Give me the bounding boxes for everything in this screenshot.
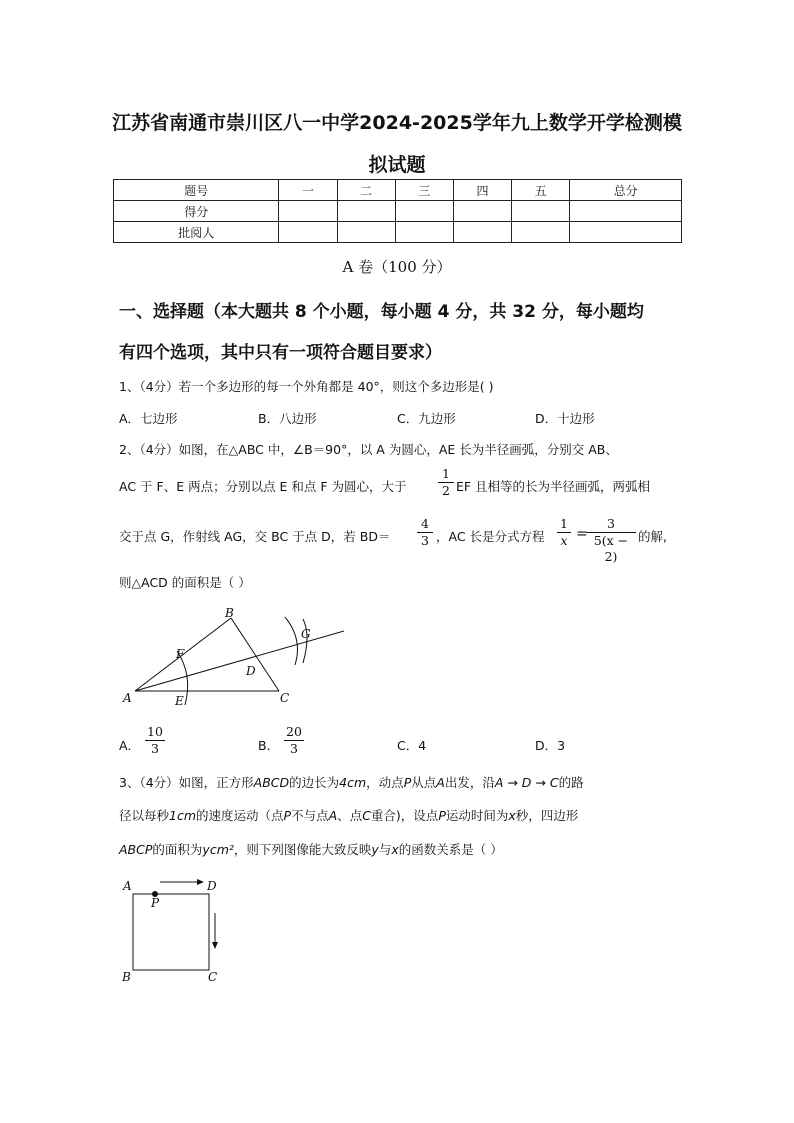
label-f: F [176,647,185,661]
part1-heading-line1: 一、选择题（本大题共 8 个小题，每小题 4 分，共 32 分，每小题均 [119,302,644,322]
fraction-numerator: 1 [557,516,571,533]
label-d: D [246,664,256,678]
table-cell [337,201,395,222]
fraction-denominator: 5(x − 2) [593,533,629,564]
table-cell: 五 [512,180,570,201]
label-a: A [123,691,132,705]
q3-math: C [362,808,371,823]
score-table-row [114,201,682,222]
segment-bc [231,618,279,691]
table-cell: 三 [395,180,453,201]
q3-text: 的函数关系是（ ） [398,842,503,857]
q3-text: 从点 [411,775,437,790]
table-cell: 题号 [114,180,279,201]
arc-g1 [285,617,297,665]
q3-math: y [371,842,379,857]
score-table [113,179,682,243]
q2-line4: 则△ACD 的面积是（ ） [119,575,251,590]
section-a-heading: A 卷（100 分） [342,258,452,276]
q2-option-a-label: A． [119,738,141,753]
fraction-denominator: 3 [151,741,159,756]
q2-option-b-fraction [284,724,304,757]
q3-text: 、点 [337,808,363,823]
q3-math: x [508,808,516,823]
table-cell [279,222,337,243]
doc-title-line2: 拟试题 [368,154,426,176]
q3-text: 的速度运动（点 [196,808,284,823]
q1-stem: 1、（4分）若一个多边形的每一个外角都是 40°，则这个多边形是( ) [119,379,494,394]
q3-text: 出发，沿 [444,775,495,790]
q2-line3-a: 交于点 G，作射线 AG，交 BC 于点 D，若 BD＝ [119,529,391,544]
fraction-denominator: 2 [442,483,450,498]
fraction-numerator: 10 [145,724,165,741]
q3-text: 重合)，设点 [370,808,439,823]
fraction-denominator: x [560,533,568,548]
q3-math: ycm² [202,842,234,857]
q3-math: P [403,775,412,790]
label-e: E [175,694,184,708]
q3-square-figure [118,875,228,987]
arrow-right-head-icon [197,879,204,885]
fraction-eq-right [586,516,636,565]
table-cell [395,222,453,243]
q3-text: 3、（4分）如图，正方形 [119,775,254,790]
label-b: B [122,970,131,984]
q2-line2-b: EF 且相等的长为半径画弧，两弧相 [456,479,651,494]
table-cell: 总分 [570,180,682,201]
table-cell [395,201,453,222]
q3-line1 [119,773,584,791]
q3-math: x [391,842,399,857]
fraction-denominator: 3 [421,533,429,548]
table-cell [453,222,511,243]
fraction-one-half [438,466,454,499]
q3-text: ，则下列图像能大致反映 [233,842,372,857]
q2-line1: 2、（4分）如图，在△ABC 中，∠B＝90°，以 A 为圆心，AE 长为半径画弧，分别交 AB、 [119,442,618,457]
arrow-down-head-icon [212,942,218,949]
label-a: A [123,879,132,893]
q3-math: P [438,808,446,823]
part1-heading-line2: 有四个选项，其中只有一项符合题目要求） [119,343,442,363]
equals-sign: = [576,526,588,542]
q2-triangle-figure [115,605,355,715]
q2-option-b-label: B． [258,738,280,753]
q3-math: P [283,808,292,823]
q3-text: 秒，四边形 [515,808,579,823]
label-d: D [207,879,217,893]
q1-option-b: B．八边形 [258,411,317,426]
table-cell: 得分 [114,201,279,222]
fraction-eq-left [557,516,571,549]
q3-text: 不与点 [291,808,329,823]
table-cell [570,222,682,243]
table-cell [453,201,511,222]
q3-text: 与 [378,842,392,857]
q3-math: A → D → C [494,775,559,790]
arc-g2 [303,619,307,663]
label-c: C [280,691,290,705]
score-table-header-row [114,180,682,201]
fraction-numerator: 4 [417,516,433,533]
q3-math: A [328,808,338,823]
fraction-numerator: 3 [586,516,636,533]
ray-ag [135,631,344,691]
q1-option-d: D．十边形 [535,411,595,426]
q3-text: 的面积为 [152,842,203,857]
q2-option-a-fraction [145,724,165,757]
score-table-row [114,222,682,243]
q3-text: 的路 [558,775,584,790]
label-g: G [301,627,311,641]
q3-math: 1cm [169,808,197,823]
q2-line3-b: ，AC 长是分式方程 [436,529,545,544]
q3-math: ABCD [253,775,290,790]
q3-text: 径以每秒 [119,808,170,823]
square-abcd [133,894,209,970]
q3-line2 [119,806,578,824]
q2-line2-a: AC 于 F、E 两点；分别以点 E 和点 F 为圆心，大于 [119,479,407,494]
fraction-denominator: 3 [290,741,298,756]
label-b: B [225,606,234,620]
table-cell [337,222,395,243]
q3-text: 运动时间为 [445,808,509,823]
fraction-numerator: 20 [284,724,304,741]
q3-math: 4cm [339,775,367,790]
table-cell [279,201,337,222]
label-p: P [151,896,160,910]
q2-line3-c: 的解, [638,529,667,544]
q3-text: 的边长为 [289,775,340,790]
table-cell: 四 [453,180,511,201]
label-c: C [208,970,218,984]
table-cell [512,222,570,243]
q3-text: ，动点 [366,775,404,790]
q3-line3 [119,840,503,858]
q2-option-d: D．3 [535,738,566,753]
table-cell [512,201,570,222]
q3-math: ABCP [119,842,153,857]
table-cell: 一 [279,180,337,201]
fraction-bd [417,516,433,549]
table-cell [570,201,682,222]
q3-math: A [436,775,445,790]
table-cell: 批阅人 [114,222,279,243]
q1-option-a: A．七边形 [119,411,178,426]
table-cell: 二 [337,180,395,201]
q1-option-c: C．九边形 [397,411,456,426]
q2-option-c: C．4 [397,738,427,753]
doc-title-line1: 江苏省南通市崇川区八一中学2024-2025学年九上数学开学检测模 [112,112,682,134]
fraction-numerator: 1 [438,466,454,483]
